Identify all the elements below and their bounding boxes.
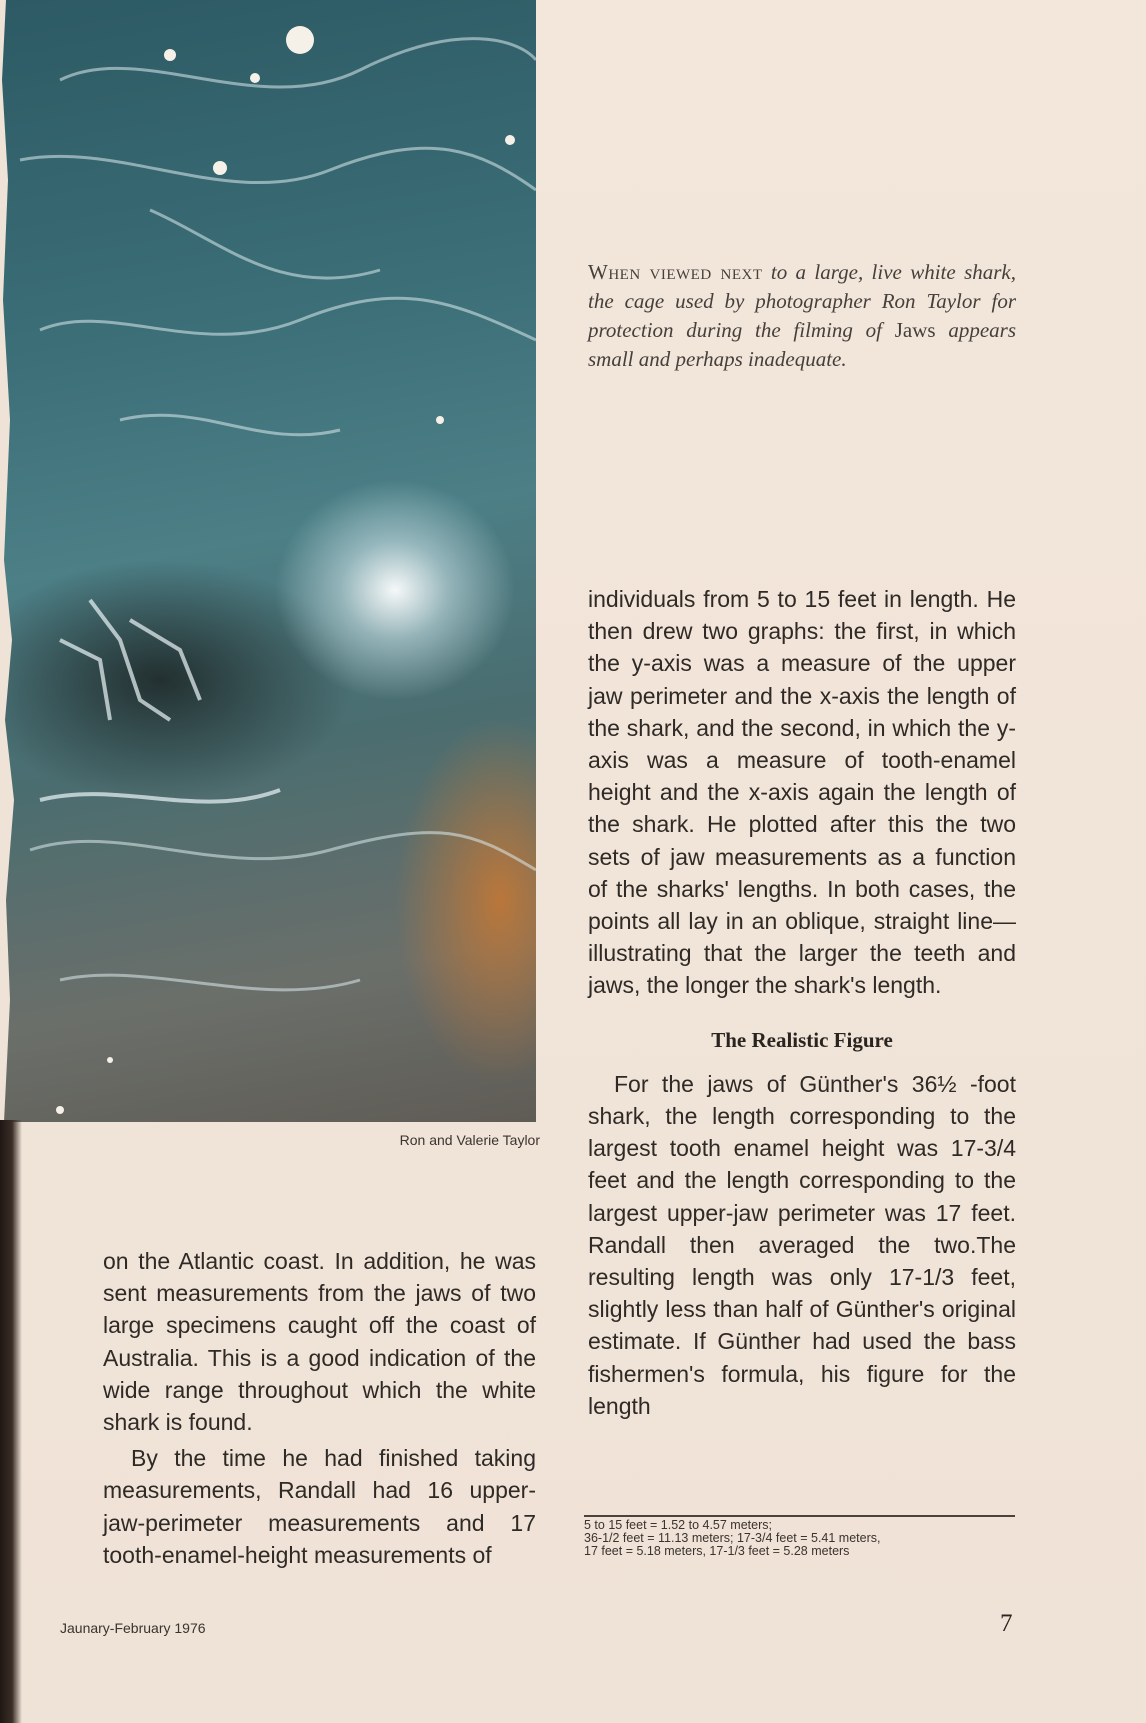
torn-edge-icon bbox=[0, 0, 24, 1122]
left-paragraph-2: By the time he had finished taking measurements, Randall had 16 upper-jaw-perimeter measurements and 17 tooth-enamel-height measurements of bbox=[103, 1445, 536, 1568]
photo-credit: Ron and Valerie Taylor bbox=[399, 1132, 540, 1148]
shark-cage-photo bbox=[0, 0, 536, 1122]
right-paragraph-2: For the jaws of Günther's 36½ -foot shark, the length corresponding to the largest tooth enamel height was 17-3/4 feet and the length corresponding to the largest upper-jaw perimeter was 17 feet. Randall then averaged the two.The resulting length was only 17-1/3 feet, slightly less than half of Günther's original estimate. If Günther had used the bass fishermen's formula, his figure for the length bbox=[588, 1070, 1016, 1419]
right-column bbox=[588, 583, 1016, 1422]
caption-film-title: Jaws bbox=[894, 318, 936, 342]
right-paragraph-1: individuals from 5 to 15 feet in length. He then drew two graphs: the first, in which the y-axis was a measure of the upper jaw perimeter and the x-axis the length of the shark, and the second, in which the y-axis was a measure of tooth-enamel height and the x-axis again the length of the shark. He plotted after this the two sets of jaw measurements as a function of the sharks' lengths. In both cases, the points all lay in an oblique, straight line—illustrating that the larger the teeth and jaws, the longer the shark's length. bbox=[588, 586, 1016, 999]
caption-text-2: appears small and perhaps inadequate. bbox=[588, 318, 1016, 371]
caption-text-1: to a large, live white shark, the cage used by photographer Ron Taylor for protection during the filming of bbox=[588, 260, 1016, 342]
page-number: 7 bbox=[1000, 1610, 1013, 1637]
water-texture-icon bbox=[0, 0, 536, 1122]
page-shadow-edge bbox=[0, 1120, 22, 1723]
left-column bbox=[103, 1245, 536, 1571]
footnote-line-3: 17 feet = 5.18 meters, 17-1/3 feet = 5.28 meters bbox=[584, 1544, 850, 1558]
footnote-line-1: 5 to 15 feet = 1.52 to 4.57 meters; bbox=[584, 1518, 772, 1532]
section-heading: The Realistic Figure bbox=[711, 1027, 893, 1052]
conversion-footnotes bbox=[584, 1519, 1015, 1558]
issue-date: Jaunary-February 1976 bbox=[60, 1620, 206, 1636]
footnote-line-2: 36-1/2 feet = 11.13 meters; 17-3/4 feet = 5.41 meters, bbox=[584, 1531, 881, 1545]
photo-caption bbox=[588, 258, 1016, 374]
left-paragraph-1: on the Atlantic coast. In addition, he was sent measurements from the jaws of two large specimens caught off the coast of Australia. This is a good indication of the wide range throughout which the white shark is found. bbox=[103, 1248, 536, 1436]
caption-lead: When viewed next bbox=[588, 260, 763, 284]
footnote-divider bbox=[584, 1515, 1015, 1517]
